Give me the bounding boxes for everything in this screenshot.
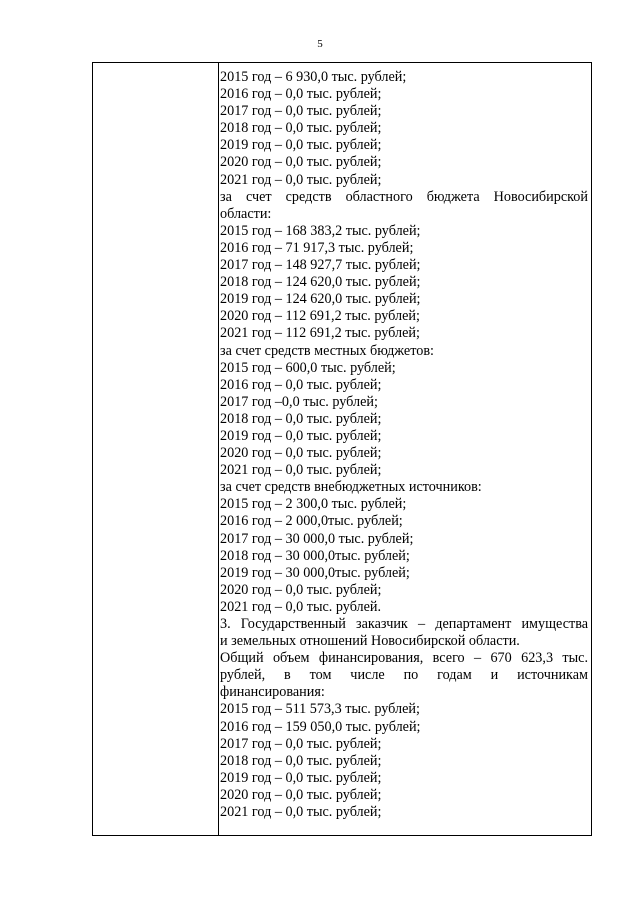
text-line: 2019 год – 0,0 тыс. рублей; xyxy=(220,427,382,444)
text-line: 2019 год – 124 620,0 тыс. рублей; xyxy=(220,291,421,308)
text-line: 2020 год – 0,0 тыс. рублей; xyxy=(220,581,382,598)
text-line: 2017 год – 0,0 тыс. рублей; xyxy=(220,103,382,120)
text-line: 2017 год – 30 000,0 тыс. рублей; xyxy=(220,530,414,547)
text-line: 2019 год – 0,0 тыс. рублей; xyxy=(220,137,382,154)
text-line: 2021 год – 0,0 тыс. рублей; xyxy=(220,804,382,821)
text-line: 2020 год – 112 691,2 тыс. рублей; xyxy=(220,308,420,325)
text-line: области: xyxy=(220,205,272,222)
text-line: 2016 год – 71 917,3 тыс. рублей; xyxy=(220,239,414,256)
text-line: 2018 год – 0,0 тыс. рублей; xyxy=(220,752,382,769)
text-line: 2016 год – 0,0 тыс. рублей; xyxy=(220,376,382,393)
text-line: 2015 год – 6 930,0 тыс. рублей; xyxy=(220,69,407,85)
page-number: 5 xyxy=(317,38,323,50)
text-line: 2016 год – 159 050,0 тыс. рублей; xyxy=(220,718,421,735)
text-line: за счет средств внебюджетных источников: xyxy=(220,479,482,496)
table-left-cell xyxy=(93,63,218,835)
text-line: 2018 год – 0,0 тыс. рублей; xyxy=(220,120,382,137)
text-line: 2021 год – 0,0 тыс. рублей. xyxy=(220,598,382,615)
text-line: 2019 год – 0,0 тыс. рублей; xyxy=(220,769,382,786)
text-line: 2018 год – 30 000,0тыс. рублей; xyxy=(220,547,410,564)
text-line: 2021 год – 112 691,2 тыс. рублей; xyxy=(220,325,420,342)
text-line: 3. Государственный заказчик – департамент имущества xyxy=(220,616,588,632)
text-line: 2016 год – 2 000,0тыс. рублей; xyxy=(220,513,403,530)
text-line: 2016 год – 0,0 тыс. рублей; xyxy=(220,86,382,103)
text-line: 2020 год – 0,0 тыс. рублей; xyxy=(220,154,382,171)
text-line: 2015 год – 2 300,0 тыс. рублей; xyxy=(220,496,407,513)
text-line: 2015 год – 511 573,3 тыс. рублей; xyxy=(220,701,420,718)
text-line: 2020 год – 0,0 тыс. рублей; xyxy=(220,786,382,803)
text-line: 2015 год – 168 383,2 тыс. рублей; xyxy=(220,222,421,239)
text-line: и земельных отношений Новосибирской области. xyxy=(220,633,520,650)
text-line: 2017 год – 148 927,7 тыс. рублей; xyxy=(220,257,421,274)
text-line: 2018 год – 0,0 тыс. рублей; xyxy=(220,410,382,427)
text-line: за счет средств местных бюджетов: xyxy=(220,342,434,359)
table-right-cell xyxy=(220,69,588,821)
text-line: Общий объем финансирования, всего – 670 623,3 тыс. xyxy=(220,650,588,667)
text-line: 2021 год – 0,0 тыс. рублей; xyxy=(220,462,382,479)
text-line: за счет средств областного бюджета Новосибирской xyxy=(220,188,588,205)
text-line: 2021 год – 0,0 тыс. рублей; xyxy=(220,171,382,188)
financing-table xyxy=(92,62,592,836)
text-line: 2019 год – 30 000,0тыс. рублей; xyxy=(220,564,410,581)
text-line: финансирования: xyxy=(220,684,325,701)
text-line: 2020 год – 0,0 тыс. рублей; xyxy=(220,445,382,462)
text-line: 2015 год – 600,0 тыс. рублей; xyxy=(220,359,396,376)
text-line: 2018 год – 124 620,0 тыс. рублей; xyxy=(220,274,421,291)
text-line: 2017 год – 0,0 тыс. рублей; xyxy=(220,735,382,752)
text-line: рублей, в том числе по годам и источникам xyxy=(220,667,588,684)
text-line: 2017 год –0,0 тыс. рублей; xyxy=(220,393,378,410)
column-divider xyxy=(218,63,219,835)
